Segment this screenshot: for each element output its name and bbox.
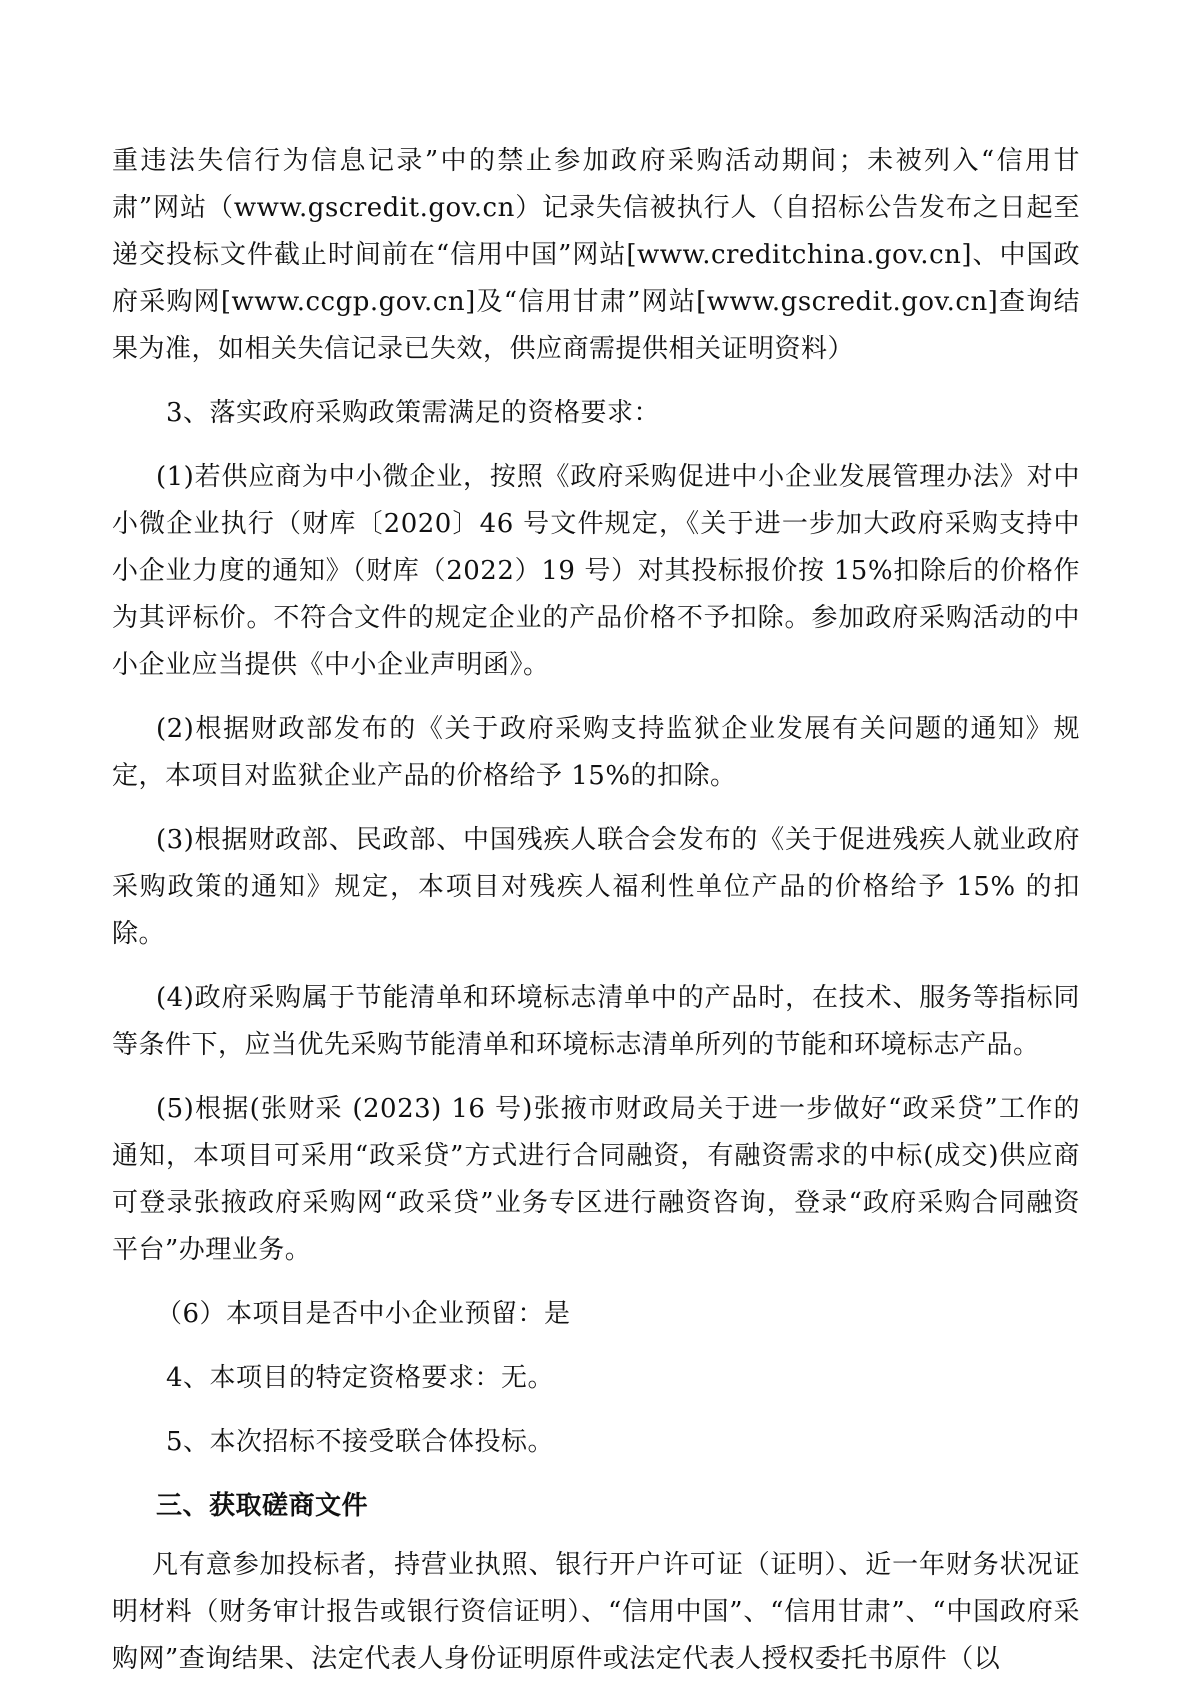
paragraph-prison-enterprise: (2)根据财政部发布的《关于政府采购支持监狱企业发展有关问题的通知》规定，本项目对监狱企业产品的价格给予 15%的扣除。 [112,714,1080,791]
paragraph-credit-records: 重违法失信行为信息记录”中的禁止参加政府采购活动期间；未被列入“信用甘肃”网站（www.gscredit.gov.cn）记录失信被执行人（自招标公告发布之日起至递交投标文件截止时间前在“信用中国”网站[www.creditchina.gov.cn]、中国政府采购网[www.ccgp.gov.cn]及“信用甘肃”网站[www.gscredit.gov.cn]查询结果为准，如相关失信记录已失效，供应商需提供相关证明资料） [112,146,1080,364]
paragraph-specific-requirements: 4、本项目的特定资格要求：无。 [166,1363,555,1393]
paragraph-obtain-documents: 凡有意参加投标者，持营业执照、银行开户许可证（证明）、近一年财务状况证明材料（财务审计报告或银行资信证明）、“信用中国”、“信用甘肃”、“中国政府采购网”查询结果、法定代表人身份证明原件或法定代表人授权委托书原件（以 [112,1550,1080,1674]
paragraph-sme-policy: (1)若供应商为中小微企业，按照《政府采购促进中小企业发展管理办法》对中小微企业执行（财库〔2020〕46 号文件规定，《关于进一步加大政府采购支持中小企业力度的通知》（财库（2022）19 号）对其投标报价按 15%扣除后的价格作为其评标价。不符合文件的规定企业的产品价格不予扣除。参加政府采购活动的中小企业应当提供《中小企业声明函》。 [112,462,1080,680]
paragraph-sme-reserved: （6）本项目是否中小企业预留：是 [156,1299,571,1329]
section-heading: 三、获取磋商文件 [156,1491,369,1521]
paragraph-no-consortium: 5、本次招标不接受联合体投标。 [166,1427,555,1457]
paragraph-financing: (5)根据(张财采 (2023) 16 号)张掖市财政局关于进一步做好“政采贷”工作的通知，本项目可采用“政采贷”方式进行合同融资，有融资需求的中标(成交)供应商可登录张掖政府采购网“政采贷”业务专区进行融资咨询，登录“政府采购合同融资平台”办理业务。 [112,1094,1080,1265]
paragraph-disabled-welfare: (3)根据财政部、民政部、中国残疾人联合会发布的《关于促进残疾人就业政府采购政策的通知》规定，本项目对残疾人福利性单位产品的价格给予 15% 的扣除。 [112,825,1080,949]
paragraph-policy-requirements: 3、落实政府采购政策需满足的资格要求： [166,398,661,428]
document-page [112,138,1080,1700]
paragraph-energy-saving: (4)政府采购属于节能清单和环境标志清单中的产品时，在技术、服务等指标同等条件下，应当优先采购节能清单和环境标志清单所列的节能和环境标志产品。 [112,983,1080,1060]
